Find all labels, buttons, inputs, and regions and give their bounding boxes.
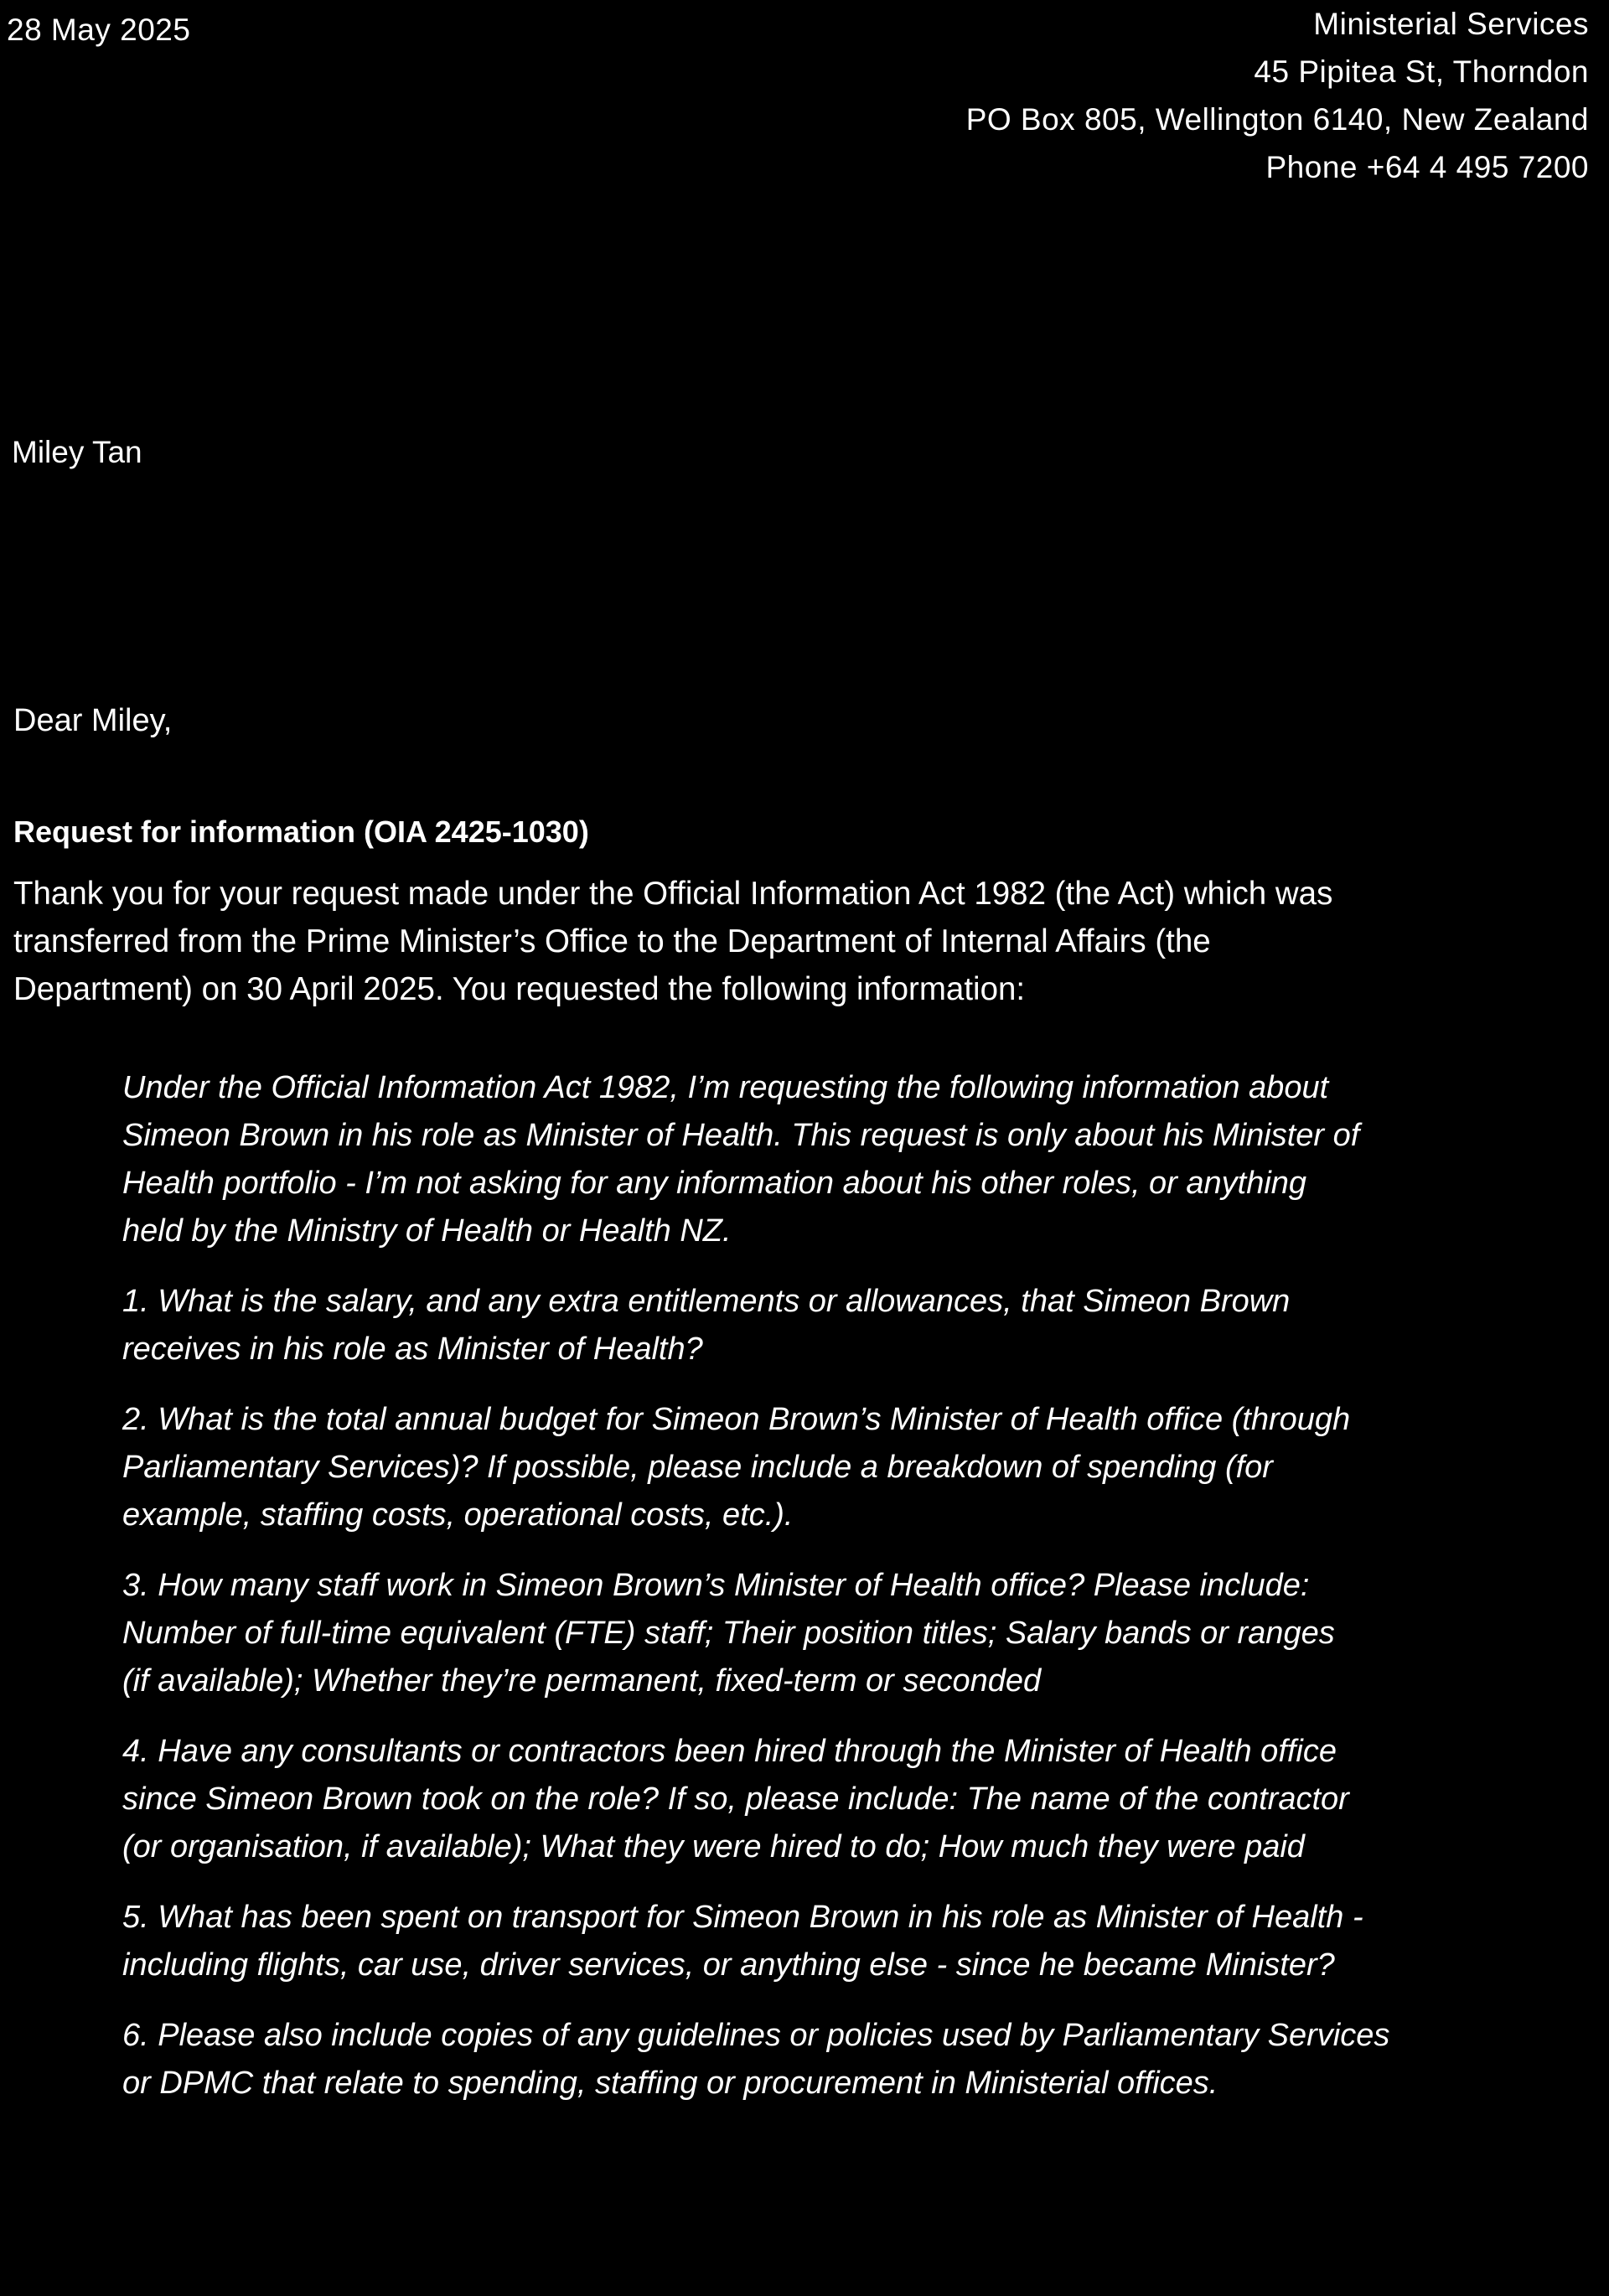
recipient-name: Miley Tan	[12, 435, 142, 469]
sender-organisation: Ministerial Services	[1313, 7, 1589, 41]
quote-line: 6. Please also include copies of any guidelines or policies used by Parliamentary Services	[122, 2018, 1390, 2053]
quote-preamble	[122, 1064, 1602, 1255]
quote-line: Number of full-time equivalent (FTE) staff; Their position titles; Salary bands or ranges	[122, 1616, 1335, 1651]
quote-line: receives in his role as Minister of Health?	[122, 1332, 703, 1367]
letter-date: 28 May 2025	[7, 13, 191, 47]
quote-line: 3. How many staff work in Simeon Brown’s Minister of Health office? Please include:	[122, 1568, 1310, 1603]
quote-line: example, staffing costs, operational costs, etc.).	[122, 1497, 794, 1533]
request-item-1	[122, 1278, 1602, 1373]
intro-line: Department) on 30 April 2025. You requested the following information:	[13, 971, 1026, 1007]
sender-street: 45 Pipitea St, Thorndon	[1254, 54, 1589, 89]
sender-po-box: PO Box 805, Wellington 6140, New Zealand	[965, 102, 1589, 137]
quote-line: Health portfolio - I’m not asking for any information about his other roles, or anything	[122, 1166, 1307, 1201]
quote-line: since Simeon Brown took on the role? If so, please include: The name of the contractor	[122, 1781, 1349, 1817]
request-item-4	[122, 1728, 1602, 1871]
quote-line: 2. What is the total annual budget for Simeon Brown’s Minister of Health office (through	[122, 1402, 1351, 1437]
quote-line: 4. Have any consultants or contractors been hired through the Minister of Health office	[122, 1734, 1337, 1769]
quote-line: 5. What has been spent on transport for Simeon Brown in his role as Minister of Health -	[122, 1900, 1363, 1935]
quote-line: Under the Official Information Act 1982, I’m requesting the following information about	[122, 1070, 1329, 1105]
intro-line: Thank you for your request made under the Official Information Act 1982 (the Act) which was	[13, 876, 1333, 912]
sender-phone: Phone +64 4 495 7200	[1265, 150, 1589, 184]
request-item-6	[122, 2012, 1602, 2107]
request-item-2	[122, 1396, 1602, 1539]
quote-line: (or organisation, if available); What they were hired to do; How much they were paid	[122, 1829, 1305, 1864]
sender-address-block	[966, 0, 1589, 191]
request-item-5	[122, 1894, 1602, 1989]
subject-heading: Request for information (OIA 2425-1030)	[13, 814, 589, 849]
intro-paragraph	[13, 870, 1606, 1013]
quote-line: Simeon Brown in his role as Minister of Health. This request is only about his Minister of	[122, 1118, 1360, 1153]
quote-line: or DPMC that relate to spending, staffing or procurement in Ministerial offices.	[122, 2066, 1218, 2101]
quote-line: 1. What is the salary, and any extra entitlements or allowances, that Simeon Brown	[122, 1284, 1291, 1319]
request-quote	[122, 1064, 1602, 2130]
quote-line: Parliamentary Services)? If possible, please include a breakdown of spending (for	[122, 1450, 1273, 1485]
intro-line: transferred from the Prime Minister’s Office to the Department of Internal Affairs (the	[13, 923, 1211, 959]
quote-line: (if available); Whether they’re permanent, fixed-term or seconded	[122, 1663, 1042, 1699]
quote-line: held by the Ministry of Health or Health NZ.	[122, 1213, 732, 1249]
salutation: Dear Miley,	[13, 703, 173, 738]
request-item-3	[122, 1562, 1602, 1705]
quote-line: including flights, car use, driver services, or anything else - since he became Minister?	[122, 1947, 1335, 1983]
